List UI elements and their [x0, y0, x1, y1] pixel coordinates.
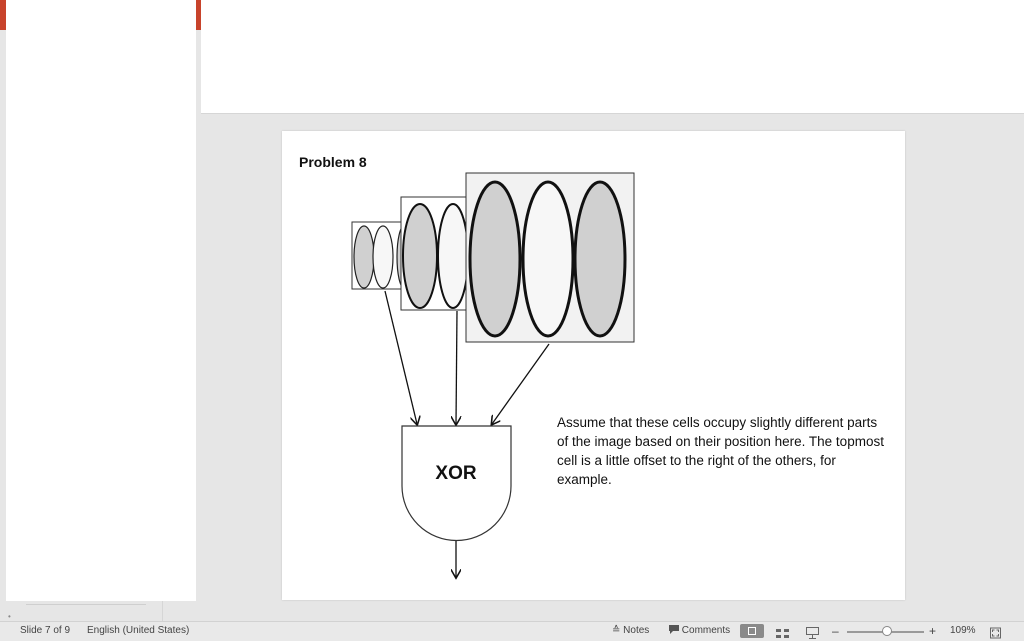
status-bar [0, 621, 1024, 641]
slide-note-text: Assume that these cells occupy slightly different parts of the image based on their position here. The topmost cell is a little offset to the right of the others, for example. [557, 415, 884, 487]
zoom-out-button[interactable]: – [832, 624, 839, 638]
slide-indicator: Slide 7 of 9 [20, 625, 71, 636]
thumbnail-divider [26, 604, 146, 605]
small-cell-light [373, 226, 393, 288]
notes-label: Notes [623, 625, 650, 636]
medium-cell-gray [403, 204, 437, 308]
zoom-in-button[interactable]: + [929, 624, 937, 638]
notes-icon: ≙ [612, 625, 621, 636]
xor-gate-label: XOR [435, 463, 477, 484]
small-cell-gray [354, 226, 374, 288]
arrow-small-to-xor [385, 291, 417, 424]
fit-to-window-icon[interactable] [990, 626, 1001, 640]
ribbon-area [201, 0, 1024, 114]
medium-cell-group [401, 197, 468, 310]
arrow-medium-to-xor [456, 311, 457, 424]
xor-diagram [282, 131, 905, 600]
large-cell-gray-left [470, 182, 520, 336]
large-cell-gray-right [575, 182, 625, 336]
comments-label: Comments [681, 625, 731, 636]
medium-cell-light [438, 204, 468, 308]
slide-sorter-icon[interactable] [776, 627, 790, 641]
slideshow-icon[interactable] [806, 626, 819, 640]
slide-thumbnail-pane[interactable] [6, 0, 196, 601]
large-cell-light [523, 182, 573, 336]
slide-title: Problem 8 [299, 154, 367, 170]
notes-button[interactable] [612, 625, 649, 636]
slide-canvas[interactable] [282, 131, 905, 600]
zoom-level[interactable]: 109% [950, 625, 976, 636]
normal-view-icon[interactable] [740, 624, 764, 638]
zoom-slider-handle[interactable] [882, 626, 892, 636]
comments-button[interactable] [669, 625, 730, 636]
comment-icon [669, 625, 679, 634]
arrow-large-to-xor [492, 344, 549, 424]
large-cell-group [466, 173, 634, 342]
thumbnail-dot-icon: • [8, 612, 11, 621]
language-indicator[interactable]: English (United States) [87, 625, 190, 636]
